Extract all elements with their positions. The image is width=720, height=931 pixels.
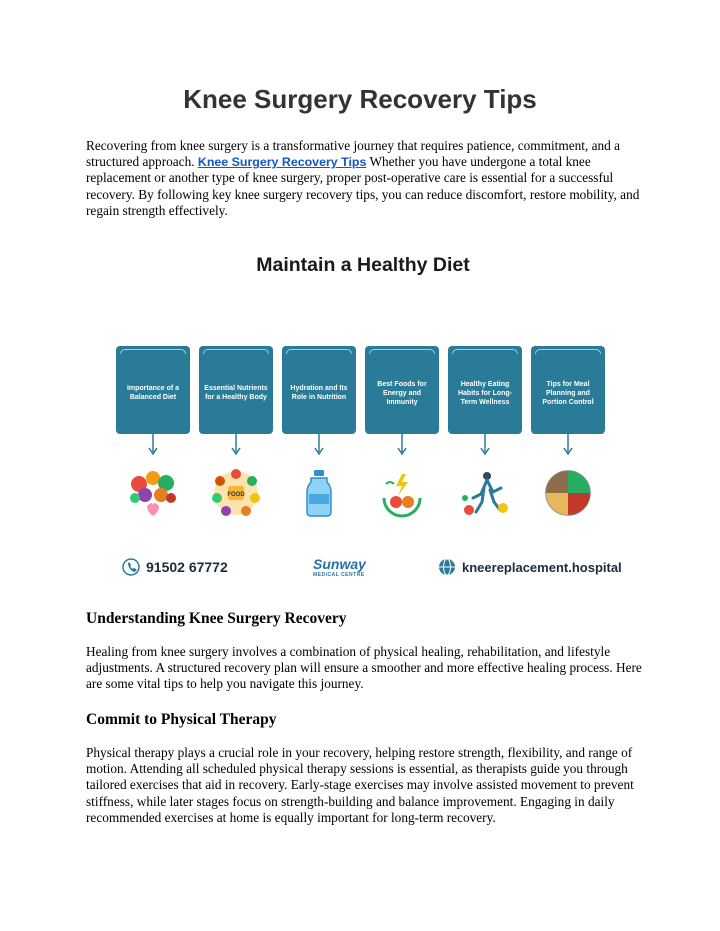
energy-food-icon xyxy=(374,468,430,518)
section-paragraph: Physical therapy plays a crucial role in your recovery, helping restore strength, flexibility, and range of motion. Attending all scheduled physical therapy sessions is essential, as therapists guide you through tailored exercises that aid in recovery. Early-stage exercises may involve assisted movement to prevent stiffness, while later stages focus on strength-building and balance improvement. Engaging in daily recommended exercises at home is equally important for long-term recovery. xyxy=(86,745,634,825)
portion-plate-icon xyxy=(540,468,596,518)
card-best-foods xyxy=(365,346,439,434)
phone-icon xyxy=(122,558,140,576)
card-label: Essential Nutrients for a Healthy Body xyxy=(204,385,268,401)
intro-paragraph xyxy=(86,138,646,219)
card-label: Hydration and Its Role in Nutrition xyxy=(290,385,348,401)
logo-subtitle: MEDICAL CENTRE xyxy=(313,572,365,578)
down-arrow-icon xyxy=(563,434,573,458)
down-arrow-icon xyxy=(480,434,490,458)
down-arrow-icon xyxy=(231,434,241,458)
section-paragraph: Healing from knee surgery involves a combination of physical healing, rehabilitation, and lifestyle adjustments. A structured recovery plan will ensure a smoother and more effective healing process. Here are some vital tips to help you navigate this journey. xyxy=(86,644,642,692)
website-contact xyxy=(438,551,622,583)
card-label: Healthy Eating Habits for Long-Term Wellness xyxy=(457,380,513,406)
infographic-title: Maintain a Healthy Diet xyxy=(256,254,470,276)
card-label: Best Foods for Energy and Immunity xyxy=(377,380,427,406)
card-eating-habits xyxy=(448,346,522,434)
card-essential-nutrients xyxy=(199,346,273,434)
card-label: Tips for Meal Planning and Portion Control xyxy=(542,380,594,406)
water-bottle-icon xyxy=(291,468,347,518)
phone-contact xyxy=(122,551,228,583)
infographic-cards xyxy=(116,346,632,436)
section-heading: Commit to Physical Therapy xyxy=(86,711,277,728)
svg-text:FOOD: FOOD xyxy=(227,492,245,498)
salad-heart-icon xyxy=(125,468,181,518)
diet-infographic xyxy=(108,246,632,586)
card-balanced-diet xyxy=(116,346,190,434)
page-title: Knee Surgery Recovery Tips xyxy=(183,84,537,114)
down-arrow-icon xyxy=(314,434,324,458)
card-meal-planning xyxy=(531,346,605,434)
intro-text-end: Whether you have undergone a total knee replacement or another type of knee surgery, proper post-operative care is essential for a successful recovery. By following key knee surgery recovery tips, you can reduce discomfort, restore mobility, and regain strength effectively. xyxy=(86,154,640,218)
hospital-logo xyxy=(313,551,366,583)
recovery-tips-link[interactable]: Knee Surgery Recovery Tips xyxy=(197,155,367,170)
section-heading: Understanding Knee Surgery Recovery xyxy=(86,610,347,627)
wellness-icon xyxy=(457,468,513,518)
down-arrow-icon xyxy=(148,434,158,458)
card-label: Importance of a Balanced Diet xyxy=(126,385,180,401)
food-wheel-icon xyxy=(208,468,264,518)
down-arrow-icon xyxy=(397,434,407,458)
intro-text-start: Recovering from knee surgery is a transformative journey that requires patience, commitment, and a structured approach. xyxy=(86,138,621,170)
website-text: kneereplacement.hospital xyxy=(462,559,622,575)
globe-icon xyxy=(438,558,456,576)
phone-number: 91502 67772 xyxy=(146,559,228,575)
logo-name: Sunway xyxy=(313,556,366,572)
card-hydration xyxy=(282,346,356,434)
